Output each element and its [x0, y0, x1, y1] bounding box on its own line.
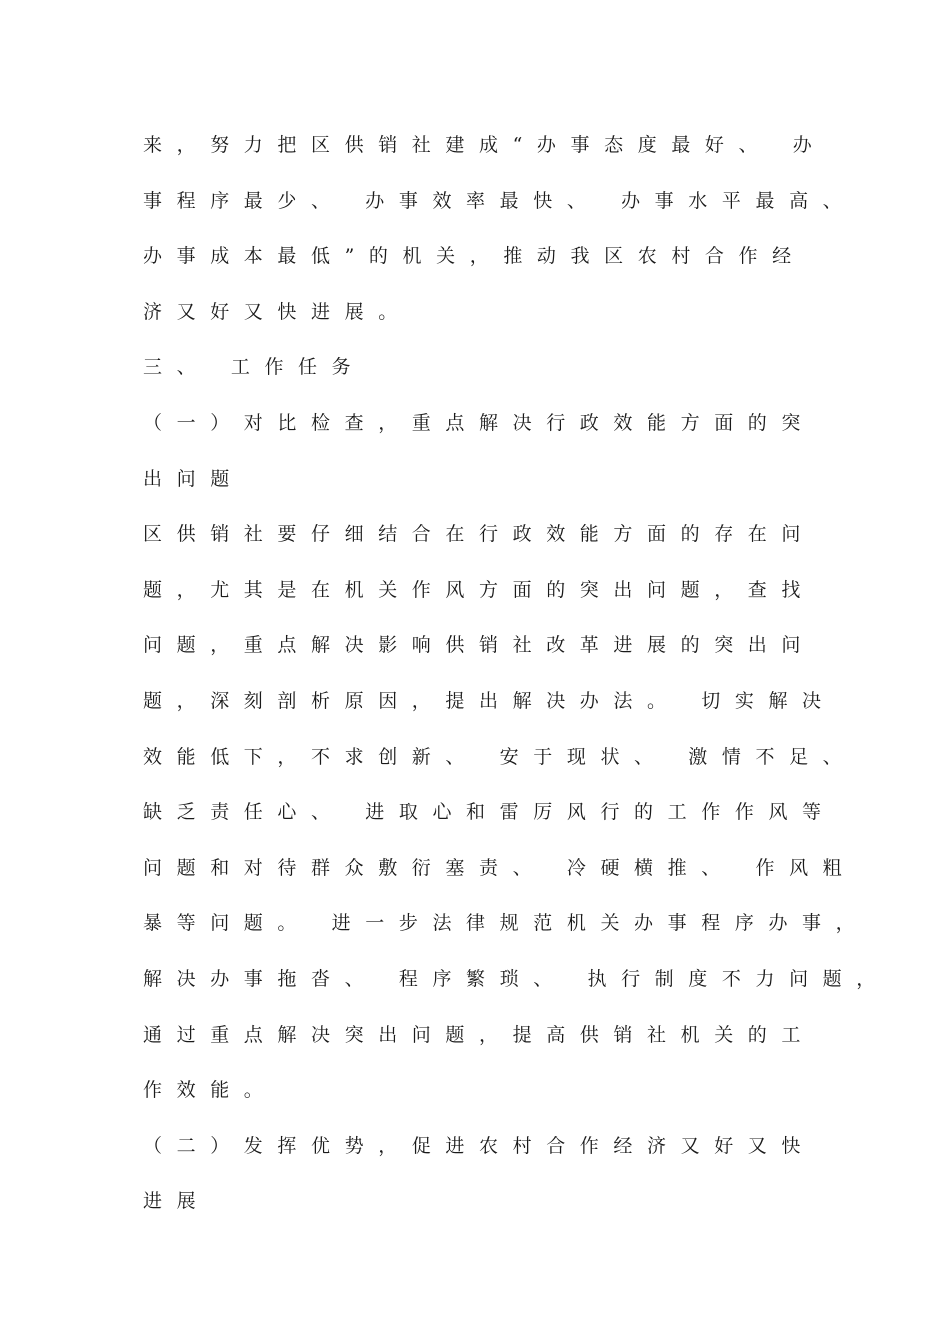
- subsection-heading: （一）对比检查，重点解决行政效能方面的突: [143, 411, 816, 434]
- body-line: 济又好又快进展。: [143, 300, 412, 323]
- body-line: 事程序最少、 办事效率最快、 办事水平最高、: [143, 189, 857, 212]
- body-line: 题，尤其是在机关作风方面的突出问题，查找: [143, 578, 816, 601]
- body-line: 暴等问题。 进一步法律规范机关办事程序办事，: [143, 912, 870, 935]
- section-heading: 三、 工作任务: [143, 356, 366, 379]
- body-line: 问题和对待群众敷衍塞责、 冷硬横推、 作风粗: [143, 856, 857, 879]
- document-body: [143, 128, 890, 1240]
- body-line: 区供销社要仔细结合在行政效能方面的存在问: [143, 523, 816, 546]
- subsection-heading: （二）发挥优势，促进农村合作经济又好又快: [143, 1134, 816, 1157]
- subsection-heading: 出问题: [143, 467, 244, 490]
- body-line: 解决办事拖沓、 程序繁琐、 执行制度不力问题，: [143, 967, 890, 990]
- body-line: 问题，重点解决影响供销社改革进展的突出问: [143, 634, 816, 657]
- body-line: 效能低下，不求创新、 安于现状、 激情不足、: [143, 745, 857, 768]
- body-line: 题，深刻剖析原因，提出解决办法。 切实解决: [143, 689, 836, 712]
- body-line: 办事成本最低”的机关，推动我区农村合作经: [143, 245, 806, 268]
- body-line: 来，努力把区供销社建成“办事态度最好、 办: [143, 134, 827, 156]
- body-line: 通过重点解决突出问题，提高供销社机关的工: [143, 1023, 816, 1046]
- subsection-heading: 进展: [143, 1190, 211, 1213]
- body-line: 缺乏责任心、 进取心和雷厉风行的工作作风等: [143, 801, 836, 824]
- body-line: 作效能。: [143, 1079, 278, 1102]
